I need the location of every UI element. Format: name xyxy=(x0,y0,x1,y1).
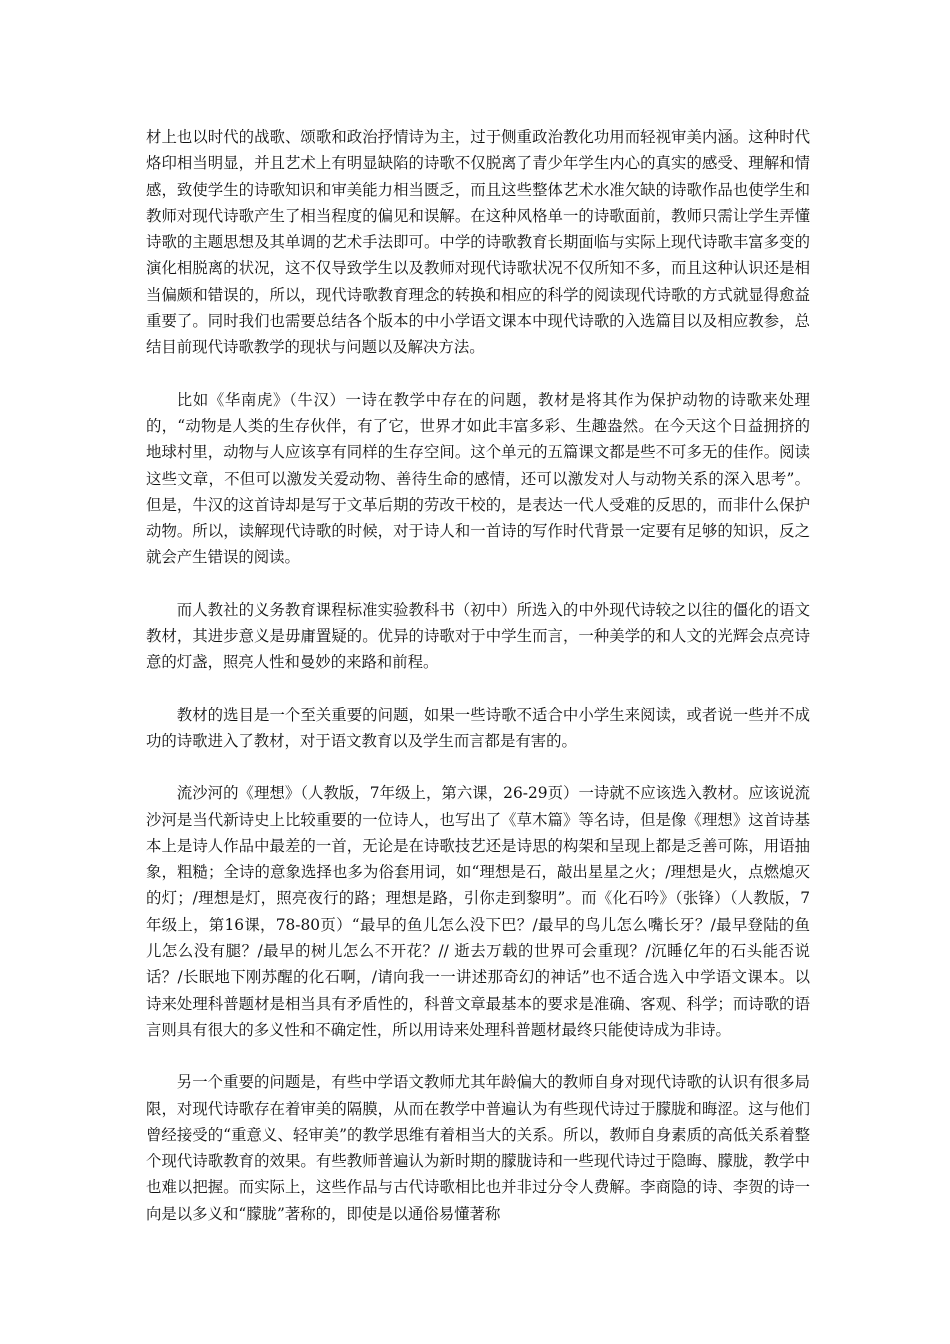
paragraph-6: 另一个重要的问题是，有些中学语文教师尤其年龄偏大的教师自身对现代诗歌的认识有很多局限，对现代诗歌存在着审美的隔膜，从而在教学中普遍认为有些现代诗过于朦胧和晦涩。这与他们曾经接受的“重意义、轻审美”的教学思维有着相当大的关系。所以，教师自身素质的高低关系着整个现代诗歌教育的效果。有些教师普遍认为新时期的朦胧诗和一些现代诗过于隐晦、朦胧，教学中也难以把握。而实际上，这些作品与古代诗歌相比也并非过分令人费解。李商隐的诗、李贺的诗一向是以多义和“朦胧”著称的，即使是以通俗易懂著称 xyxy=(146,1073,810,1223)
paragraph-1: 材上也以时代的战歌、颂歌和政治抒情诗为主，过于侧重政治教化功用而轻视审美内涵。这种时代烙印相当明显，并且艺术上有明显缺陷的诗歌不仅脱离了青少年学生内心的真实的感受、理解和情感，致使学生的诗歌知识和审美能力相当匮乏，而且这些整体艺术水准欠缺的诗歌作品也使学生和教师对现代诗歌产生了相当程度的偏见和误解。在这种风格单一的诗歌面前，教师只需让学生弄懂诗歌的主题思想及其单调的艺术手法即可。中学的诗歌教育长期面临与实际上现代诗歌丰富多变的演化相脱离的状况，这不仅导致学生以及教师对现代诗歌状况不仅所知不多，而且这种认识还是相当偏颇和错误的，所以，现代诗歌教育理念的转换和相应的科学的阅读现代诗歌的方式就显得愈益重要了。同时我们也需要总结各个版本的中小学语文课本中现代诗歌的入选篇目以及相应教参，总结目前现代诗歌教学的现状与问题以及解决方法。 xyxy=(146,128,810,357)
paragraph-4: 教材的选目是一个至关重要的问题，如果一些诗歌不适合中小学生来阅读，或者说一些并不成功的诗歌进入了教材，对于语文教育以及学生而言都是有害的。 xyxy=(146,705,810,750)
paragraph-3: 而人教社的义务教育课程标准实验教科书（初中）所选入的中外现代诗较之以往的僵化的语文教材，其进步意义是毋庸置疑的。优异的诗歌对于中学生而言，一种美学的和人文的光辉会点亮诗意的灯盏，照亮人性和曼妙的来路和前程。 xyxy=(146,600,810,672)
paragraph-2: 比如《华南虎》（牛汉）一诗在教学中存在的问题，教材是将其作为保护动物的诗歌来处理的，“动物是人类的生存伙伴，有了它，世界才如此丰富多彩、生趣盎然。在今天这个日益拥挤的地球村里，动物与人应该享有同样的生存空间。这个单元的五篇课文都是些不可多无的佳作。阅读这些文章，不但可以激发关爱动物、善待生命的感情，还可以激发对人与动物关系的深入思考”。但是，牛汉的这首诗却是写于文革后期的劳改干校的，是表达一代人受难的反思的，而非什么保护动物。所以，读解现代诗歌的时候，对于诗人和一首诗的写作时代背景一定要有足够的知识，反之就会产生错误的阅读。 xyxy=(146,390,810,567)
paragraph-5: 流沙河的《理想》（人教版，7年级上，第六课，26-29页）一诗就不应该选入教材。应该说流沙河是当代新诗史上比较重要的一位诗人，也写出了《草木篇》等名诗，但是像《理想》这首诗基本上是诗人作品中最差的一首，无论是在诗歌技艺还是诗思的构架和呈现上都是乏善可陈，用语抽象，粗糙；全诗的意象选择也多为俗套用词，如“理想是石，敲出星星之火；/理想是火，点燃熄灭的灯；/理想是灯，照亮夜行的路；理想是路，引你走到黎明”。而《化石吟》（张锋）（人教版，7年级上，第16课，78-80页）“最早的鱼儿怎么没下巴？/最早的鸟儿怎么嘴长牙？/最早登陆的鱼儿怎么没有腿？/最早的树儿怎么不开花？// 逝去万载的世界可会重现？/沉睡亿年的石头能否说话？/长眠地下刚苏醒的化石啊，/请向我一一讲述那奇幻的神话”也不适合选入中学语文课本。以诗来处理科普题材是相当具有矛盾性的，科普文章最基本的要求是准确、客观、科学；而诗歌的语言则具有很大的多义性和不确定性，所以用诗来处理科普题材最终只能使诗成为非诗。 xyxy=(146,784,810,1039)
document-page xyxy=(146,124,810,1253)
